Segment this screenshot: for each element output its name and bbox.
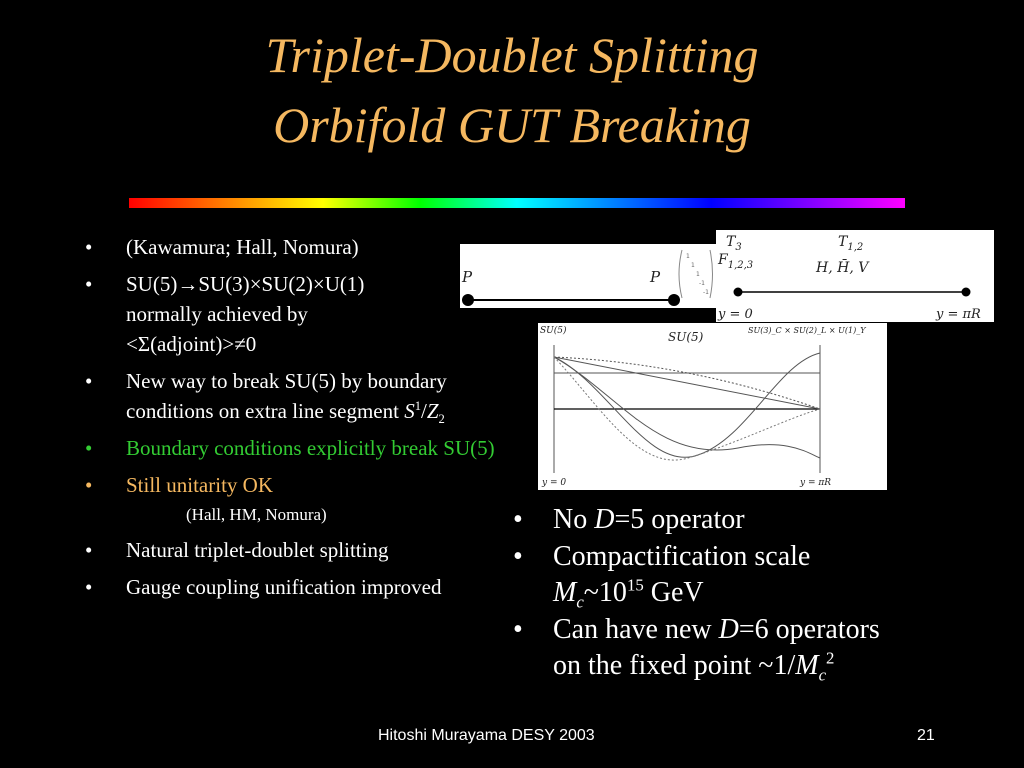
rainbow-divider xyxy=(129,198,905,208)
svg-text:F1,2,3: $F_{1,2,3}$ xyxy=(718,252,754,271)
svg-text:P: P xyxy=(462,268,473,286)
svg-text:1: 1 xyxy=(686,253,690,260)
svg-text:y = 0: y = 0 xyxy=(718,307,753,322)
figure-field-segment xyxy=(716,230,994,322)
bullet-boundary-conditions: • Boundary conditions explicitly break SU(5) xyxy=(85,433,495,463)
svg-text:SU(5): SU(5) xyxy=(540,326,567,336)
slide-title-line1: Triplet-Doublet Splitting xyxy=(265,27,759,83)
bullet-unitarity: • Still unitarity OK (Hall, HM, Nomura) xyxy=(85,470,495,528)
unitarity-citation: (Hall, HM, Nomura) xyxy=(186,505,327,524)
svg-text:1: 1 xyxy=(696,271,700,278)
svg-text:SU(3)_C × SU(2)_L × U(1)_Y: SU(3)_C × SU(2)_L × U(1)_Y xyxy=(748,326,866,335)
page-number: 21 xyxy=(917,727,935,744)
svg-text:T1,2: $T_{1,2}$ xyxy=(838,234,864,253)
bullet-no-d5: • No D=5 operator xyxy=(513,502,913,538)
left-bullet-list xyxy=(85,232,495,609)
svg-text:y = 0: y = 0 xyxy=(542,478,567,488)
bullet-d6: • Can have new D=6 operators on the fixed point $\sim 1/M_c^2$ xyxy=(513,612,913,684)
bullet-new-way: • New way to break SU(5) by boundary conditions on extra line segment $S^1/Z_2$ xyxy=(85,366,495,426)
bullet-compactification: • Compactification scale $M_c\sim 10^{15}$ GeV xyxy=(513,539,913,611)
svg-text:-1: -1 xyxy=(699,280,705,287)
svg-text:1: 1 xyxy=(691,262,695,269)
right-bullet-list xyxy=(513,502,913,685)
svg-text:y = πR: y = πR xyxy=(800,478,832,488)
slide-title-line2: Orbifold GUT Breaking xyxy=(273,97,751,153)
footer-text: Hitoshi Murayama DESY 2003 xyxy=(378,727,595,744)
svg-text:y = πR: y = πR xyxy=(936,307,981,322)
svg-text:-1: -1 xyxy=(703,289,709,296)
svg-text:SU(5): SU(5) xyxy=(668,330,704,344)
bullet-citation: • (Kawamura; Hall, Nomura) xyxy=(85,232,495,262)
bullet-gauge-coupling: • Gauge coupling unification improved xyxy=(85,572,495,602)
svg-text:H, H̄, V: H, H̄, V xyxy=(816,260,869,276)
svg-text:T3: $T_3$ xyxy=(726,234,742,253)
bullet-triplet-doublet: • Natural triplet-doublet splitting xyxy=(85,535,495,565)
bullet-su5-breaking: • SU(5)→SU(3)×SU(2)×U(1) normally achieved by <Σ(adjoint)>≠0 xyxy=(85,269,495,359)
svg-text:P: P xyxy=(650,268,661,286)
figure-wavefunctions xyxy=(538,323,887,490)
figure-parity-segment xyxy=(460,244,716,308)
